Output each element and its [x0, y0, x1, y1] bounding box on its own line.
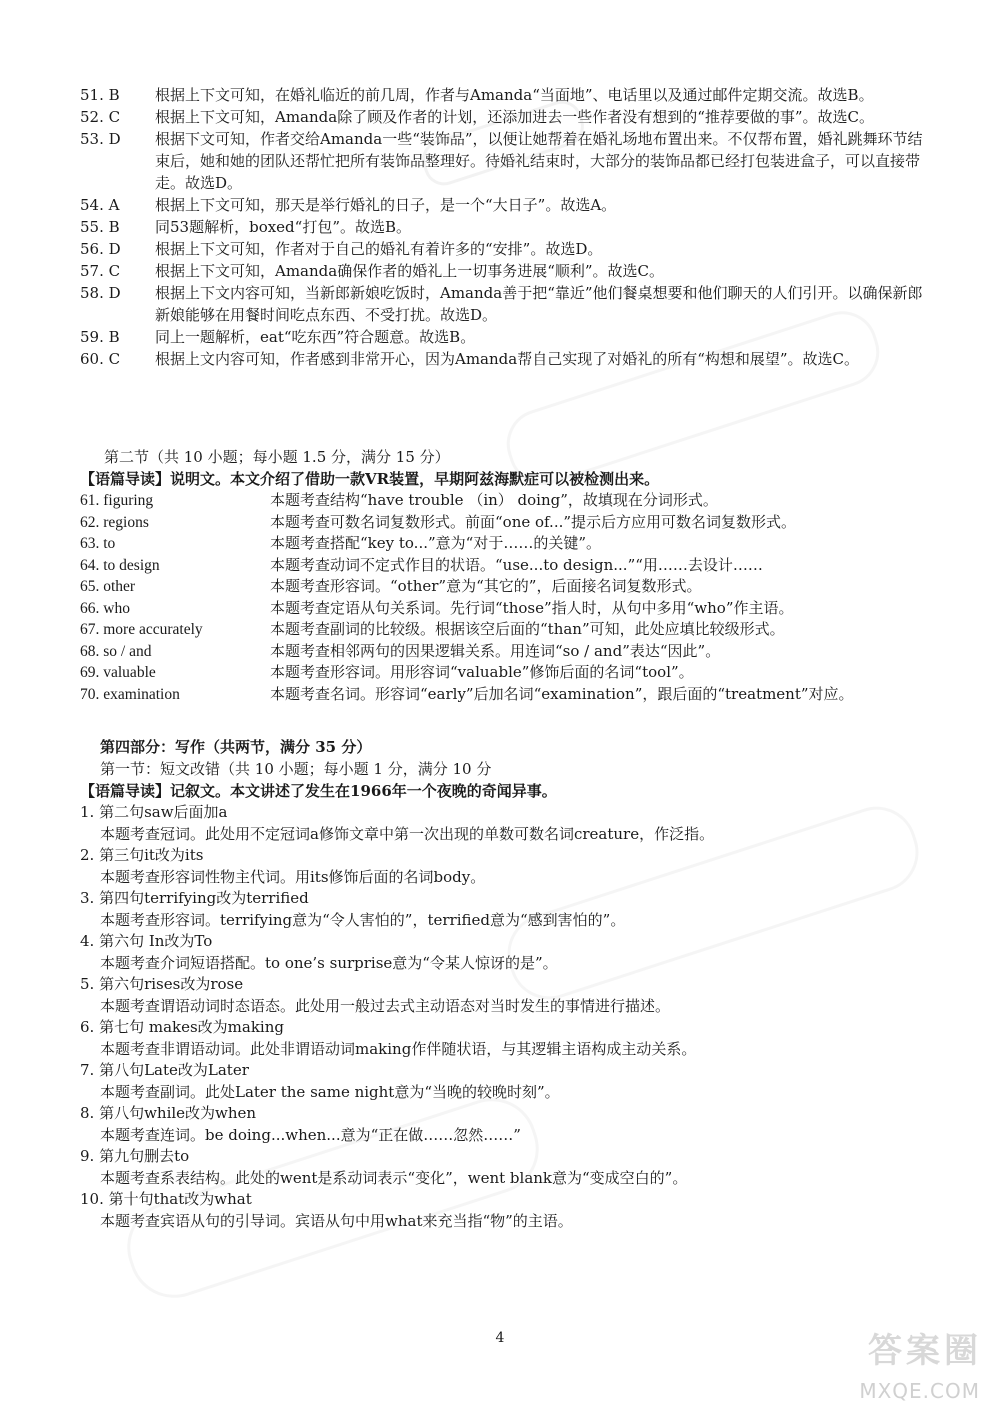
- section-cloze-answers: [80, 84, 925, 370]
- answer-explanation: 根据上下文可知，Amanda除了顾及作者的计划，还添加进去一些作者没有想到的“推荐要做的事”。故选C。: [155, 108, 875, 126]
- answer-explanation: 根据下文可知，作者交给Amanda一些“装饰品”，以便让她帮着在婚礼场地布置出来。不仅帮布置，婚礼跳舞环节结束后，她和她的团队还帮忙把所有装饰品整理好。待婚礼结束时，大部分的装饰品都已经打包装进盒子，可以直接带走。故选D。: [155, 130, 923, 192]
- correction-explanation: 本题考查非谓语动词。此处非谓语动词making作伴随状语，与其逻辑主语构成主动关系。: [100, 1039, 697, 1058]
- answer-explanation: 同53题解析，boxed“打包”。故选B。: [155, 218, 412, 236]
- answer-explanation: 根据上下文可知，Amanda确保作者的婚礼上一切事务进展“顺利”。故选C。: [155, 262, 665, 280]
- correction-item: 6. 第七句 makes改为making: [80, 1018, 284, 1036]
- correction-explanation: 本题考查介词短语搭配。to one’s surprise意为“令某人惊讶的是”。: [100, 953, 558, 972]
- grammar-explanation: 本题考查形容词。“other”意为“其它的”，后面接名词复数形式。: [270, 577, 702, 595]
- answer-row: [80, 348, 925, 370]
- part-heading: 第四部分：写作（共两节，满分 35 分）: [100, 738, 372, 756]
- subsection-heading: 第一节：短文改错（共 10 小题；每小题 1 分，满分 10 分: [100, 760, 492, 778]
- grammar-answer: 67. more accurately: [80, 621, 203, 638]
- correction-item: 7. 第八句Late改为Later: [80, 1061, 249, 1079]
- grammar-row: [80, 684, 925, 706]
- answer-row: [80, 238, 925, 260]
- logo-text: 答案圈: [868, 1331, 982, 1371]
- answer-number: 53. D: [80, 130, 121, 148]
- grammar-answer: 63. to: [80, 535, 116, 552]
- correction-explanation: 本题考查系表结构。此处的went是系动词表示“变化”，went blank意为“变成空白的”。: [100, 1168, 688, 1187]
- grammar-answer: 68. so / and: [80, 642, 152, 660]
- answer-row: [80, 260, 925, 282]
- grammar-row: [80, 662, 925, 684]
- logo-url: MXQE.COM: [859, 1379, 980, 1403]
- correction-explanation: 本题考查副词。此处Later the same night意为“当晚的较晚时刻”。: [100, 1082, 560, 1101]
- grammar-row: [80, 576, 925, 598]
- answer-number: 56. D: [80, 240, 121, 258]
- section-heading: 第二节（共 10 小题；每小题 1.5 分，满分 15 分）: [104, 448, 450, 466]
- correction-item: 10. 第十句that改为what: [80, 1190, 252, 1208]
- correction-item: 4. 第六句 In改为To: [80, 932, 213, 950]
- correction-explanation: 本题考查形容词性物主代词。用its修饰后面的名词body。: [100, 867, 486, 886]
- grammar-explanation: 本题考查定语从句关系词。先行词“those”指人时，从句中多用“who”作主语。: [270, 598, 794, 617]
- correction-explanation: 本题考查宾语从句的引导词。宾语从句中用what来充当指“物”的主语。: [100, 1211, 573, 1230]
- answer-number: 52. C: [80, 108, 121, 126]
- grammar-answer: 69. valuable: [80, 664, 156, 681]
- grammar-row: [80, 512, 925, 534]
- section-grammar-fill: [80, 446, 925, 705]
- answer-number: 55. B: [80, 218, 120, 236]
- correction-explanation: 本题考查连词。be doing...when...意为“正在做……忽然……”: [100, 1125, 521, 1144]
- answer-number: 59. B: [80, 328, 120, 346]
- grammar-row: [80, 619, 925, 641]
- answer-number: 51. B: [80, 86, 120, 104]
- answer-explanation: 根据上下文可知，作者对于自己的婚礼有着许多的“安排”。故选D。: [155, 240, 603, 258]
- answer-explanation: 同上一题解析，eat“吃东西”符合题意。故选B。: [155, 328, 476, 346]
- grammar-answer: 62. regions: [80, 513, 149, 531]
- grammar-answer: 70. examination: [80, 685, 180, 703]
- answer-explanation: 根据上下文内容可知，当新郎新娘吃饭时，Amanda善于把“靠近”他们餐桌想要和他们聊天的人们引开。以确保新郎新娘能够在用餐时间吃点东西、不受打扰。故选D。: [155, 284, 923, 324]
- answer-explanation: 根据上下文可知，在婚礼临近的前几周，作者与Amanda“当面地”、电话里以及通过邮件定期交流。故选B。: [155, 86, 874, 104]
- answer-number: 54. A: [80, 196, 120, 214]
- page-number: 4: [495, 1330, 505, 1346]
- passage-guide: 【语篇导读】记叙文。本文讲述了发生在1966年一个夜晚的奇闻异事。: [80, 782, 557, 800]
- grammar-explanation: 本题考查结构“have trouble （in） doing”，故填现在分词形式。: [270, 491, 718, 509]
- correction-explanation: 本题考查谓语动词时态语态。此处用一般过去式主动语态对当时发生的事情进行描述。: [100, 996, 671, 1015]
- correction-explanation: 本题考查冠词。此处用不定冠词a修饰文章中第一次出现的单数可数名词creature，作泛指。: [100, 824, 715, 843]
- correction-item: 3. 第四句terrifying改为terrified: [80, 889, 309, 907]
- answer-row: [80, 216, 925, 238]
- site-logo: [842, 1323, 982, 1403]
- grammar-row: [80, 598, 925, 620]
- correction-explanation: 本题考查形容词。terrifying意为“令人害怕的”，terrified意为“感到害怕的”。: [100, 910, 626, 929]
- grammar-row: [80, 490, 925, 512]
- grammar-answer: 65. other: [80, 578, 136, 595]
- grammar-explanation: 本题考查可数名词复数形式。前面“one of...”提示后方应用可数名词复数形式。: [270, 512, 797, 531]
- answer-explanation: 根据上文内容可知，作者感到非常开心，因为Amanda帮自己实现了对婚礼的所有“构想和展望”。故选C。: [155, 350, 860, 368]
- grammar-explanation: 本题考查动词不定式作目的状语。“use...to design...”“用……去设计……: [270, 555, 763, 574]
- answer-row: [80, 194, 925, 216]
- grammar-row: [80, 555, 925, 577]
- grammar-answer: 66. who: [80, 599, 130, 617]
- grammar-explanation: 本题考查相邻两句的因果逻辑关系。用连词“so / and”表达“因此”。: [270, 641, 721, 660]
- answer-number: 57. C: [80, 262, 121, 280]
- grammar-explanation: 本题考查副词的比较级。根据该空后面的“than”可知，此处应填比较级形式。: [270, 620, 785, 638]
- grammar-explanation: 本题考查形容词。用形容词“valuable”修饰后面的名词“tool”。: [270, 663, 694, 681]
- correction-item: 8. 第八句while改为when: [80, 1104, 257, 1122]
- correction-item: 2. 第三句it改为its: [80, 846, 204, 864]
- passage-guide: 【语篇导读】说明文。本文介绍了借助一款VR装置，早期阿兹海默症可以被检测出来。: [80, 470, 660, 488]
- answer-row: [80, 326, 925, 348]
- grammar-answer: 61. figuring: [80, 492, 154, 509]
- grammar-row: [80, 641, 925, 663]
- answer-row: [80, 282, 925, 326]
- section-writing: [80, 736, 925, 1232]
- grammar-answer: 64. to design: [80, 556, 160, 574]
- grammar-explanation: 本题考查名词。形容词“early”后加名词“examination”，跟后面的“treatment”对应。: [270, 684, 854, 703]
- correction-item: 1. 第二句saw后面加a: [80, 803, 228, 821]
- answer-explanation: 根据上下文可知，那天是举行婚礼的日子，是一个“大日子”。故选A。: [155, 196, 617, 214]
- correction-item: 5. 第六句rises改为rose: [80, 975, 244, 993]
- correction-item: 9. 第九句删去to: [80, 1147, 190, 1165]
- answer-number: 60. C: [80, 350, 121, 368]
- answer-row: [80, 128, 925, 194]
- answer-row: [80, 106, 925, 128]
- grammar-row: [80, 533, 925, 555]
- answer-number: 58. D: [80, 284, 121, 302]
- grammar-explanation: 本题考查搭配“key to...”意为“对于……的关键”。: [270, 534, 601, 552]
- answer-row: [80, 84, 925, 106]
